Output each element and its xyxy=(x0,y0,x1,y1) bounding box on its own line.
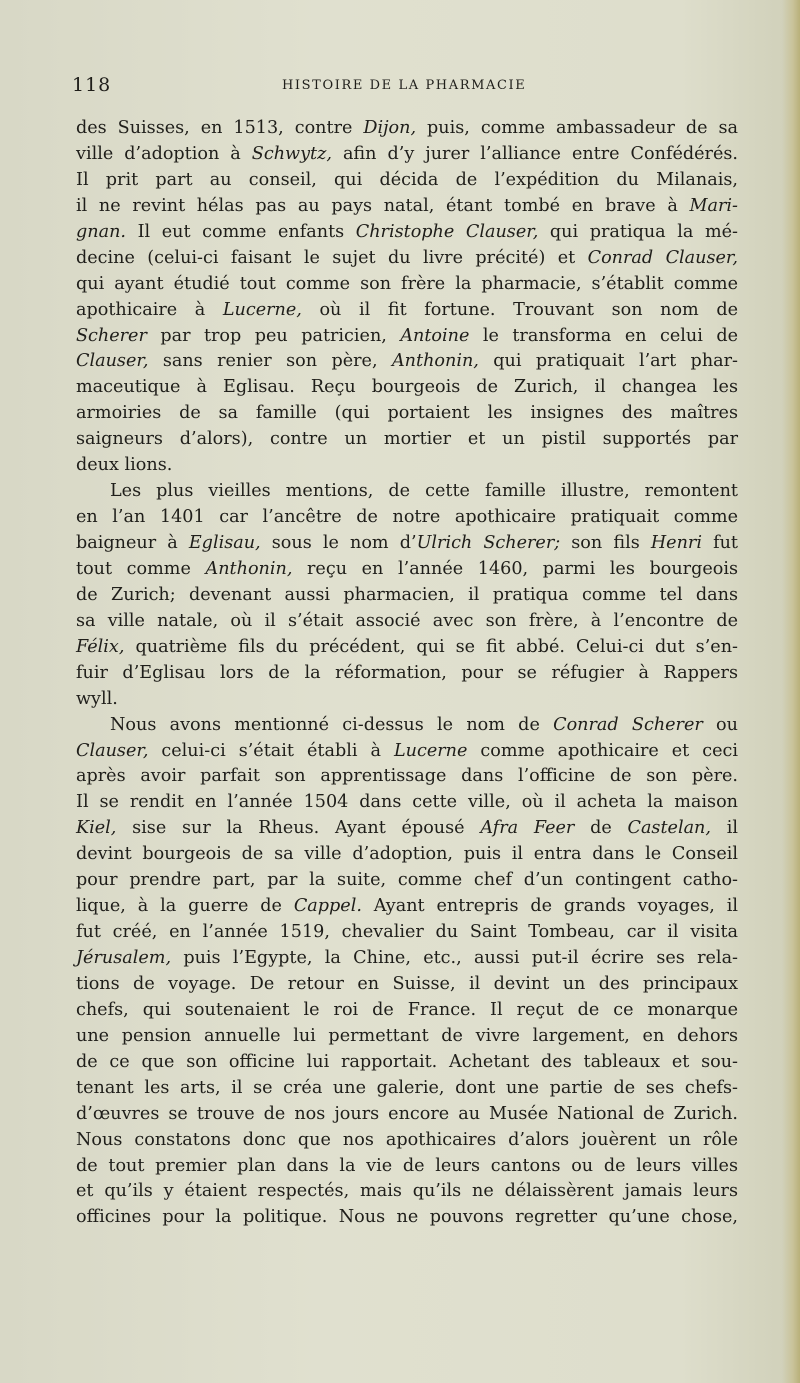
page-number: 118 xyxy=(72,74,112,96)
italic-name: Jérusalem, xyxy=(76,948,172,968)
text-line xyxy=(76,505,738,531)
text-segment: et qu’ils y étaient respectés, mais qu’ils ne délaissèrent jamais leurs xyxy=(76,1181,738,1202)
text-segment: en l’an 1401 car l’ancêtre de notre apothicaire pratiquait comme xyxy=(76,507,738,528)
text-line xyxy=(76,946,738,972)
text-line xyxy=(76,453,738,479)
text-segment: lique, à la guerre de xyxy=(76,896,294,917)
text-segment: le transforma en celui de xyxy=(469,325,738,346)
italic-name: Cappel. xyxy=(293,896,362,917)
text-line xyxy=(76,920,738,946)
text-segment: où il fit fortune. Trouvant son nom de xyxy=(301,299,738,320)
text-line xyxy=(76,842,738,868)
text-line xyxy=(76,427,738,453)
text-line xyxy=(76,764,738,790)
text-line xyxy=(76,739,738,765)
text-segment: sise sur la Rheus. Ayant épousé xyxy=(116,818,481,839)
text-line xyxy=(76,531,738,557)
text-segment: quatrième fils du précédent, qui se fit abbé. Celui-ci dut s’en- xyxy=(124,636,738,657)
text-line xyxy=(76,609,738,635)
text-segment: apothicaire à xyxy=(76,299,223,320)
text-segment: saigneurs d’alors), contre un mortier et un pistil supportés par xyxy=(76,429,738,450)
italic-name: Kiel, xyxy=(76,818,117,839)
text-segment: il xyxy=(711,818,738,839)
text-line xyxy=(76,816,738,842)
italic-name: Castelan, xyxy=(627,818,711,839)
italic-name: Lucerne xyxy=(393,740,468,761)
italic-name: Conrad Clauser, xyxy=(587,247,739,268)
italic-name: Conrad Scherer xyxy=(553,714,703,735)
text-segment: decine (celui-ci faisant le sujet du livre précité) et xyxy=(76,247,588,268)
text-segment: fuir d’Eglisau lors de la réformation, pour se réfugier à Rappers xyxy=(76,662,738,683)
text-segment: il ne revint hélas pas au pays natal, étant tombé en brave à xyxy=(76,195,690,216)
text-segment: de ce que son officine lui rapportait. Achetant des tableaux et sou- xyxy=(76,1051,738,1072)
text-segment: baigneur à xyxy=(76,533,189,553)
page-edge-shadow xyxy=(782,0,800,1383)
text-segment: Ayant entrepris de grands voyages, il xyxy=(361,896,738,917)
text-line xyxy=(76,687,738,713)
text-segment: deux lions. xyxy=(76,455,173,476)
text-segment: qui pratiquait l’art phar- xyxy=(478,351,738,372)
text-line xyxy=(76,324,738,350)
text-segment: fut créé, en l’année 1519, chevalier du Saint Tombeau, car il visita xyxy=(76,922,738,943)
body-text xyxy=(76,116,738,1231)
text-line xyxy=(76,272,738,298)
text-line xyxy=(76,246,738,272)
italic-name: Christophe Clauser, xyxy=(355,221,539,242)
italic-name: Anthonin, xyxy=(391,351,479,372)
text-segment: de tout premier plan dans la vie de leurs cantons ou de leurs villes xyxy=(76,1155,738,1176)
italic-name: Henri xyxy=(650,533,702,553)
page-header xyxy=(72,74,742,98)
text-segment: ou xyxy=(702,714,738,735)
text-line xyxy=(76,349,738,375)
text-line xyxy=(76,972,738,998)
text-segment: pour prendre part, par la suite, comme chef d’un contingent catho- xyxy=(76,870,738,891)
text-line xyxy=(76,298,738,324)
italic-name: Scherer xyxy=(76,325,147,346)
text-line xyxy=(76,168,738,194)
text-line xyxy=(76,1179,738,1205)
text-line xyxy=(76,142,738,168)
text-segment: une pension annuelle lui permettant de vivre largement, en dehors xyxy=(76,1025,738,1046)
text-segment: Il se rendit en l’année 1504 dans cette ville, où il acheta la maison xyxy=(76,792,738,813)
text-segment: wyll. xyxy=(76,688,118,709)
text-line xyxy=(76,194,738,220)
text-segment: ville d’adoption à xyxy=(76,143,252,164)
text-line xyxy=(76,1050,738,1076)
text-segment: comme apothicaire et ceci xyxy=(467,740,738,761)
italic-name: Schwytz, xyxy=(251,143,332,164)
text-segment: après avoir parfait son apprentissage dans l’officine de son père. xyxy=(76,766,738,787)
text-segment: reçu en l’année 1460, parmi les bourgeois xyxy=(292,558,738,579)
text-segment: celui-ci s’était établi à xyxy=(148,740,394,761)
italic-name: Ulrich Scherer; xyxy=(416,533,561,553)
text-line xyxy=(76,713,738,739)
text-segment: sous le nom d’ xyxy=(260,533,417,553)
text-segment: Nous constatons donc que nos apothicaires d’alors jouèrent un rôle xyxy=(76,1129,738,1150)
text-segment: tions de voyage. De retour en Suisse, il devint un des principaux xyxy=(76,973,738,994)
text-segment: Il eut comme enfants xyxy=(126,221,356,242)
text-segment: armoiries de sa famille (qui portaient les insignes des maîtres xyxy=(76,403,738,424)
italic-name: Lucerne, xyxy=(222,299,302,320)
text-segment: puis, comme ambassadeur de sa xyxy=(416,118,738,138)
text-segment: tenant les arts, il se créa une galerie, dont une partie de ses chefs- xyxy=(76,1077,738,1098)
text-line xyxy=(76,1102,738,1128)
text-line xyxy=(76,790,738,816)
text-segment: par trop peu patricien, xyxy=(146,325,401,346)
text-line xyxy=(76,583,738,609)
text-segment: tout comme xyxy=(76,558,206,579)
text-line xyxy=(76,1024,738,1050)
text-line xyxy=(76,894,738,920)
text-line xyxy=(76,479,738,505)
running-head: HISTOIRE DE LA PHARMACIE xyxy=(282,78,527,93)
italic-name: Antoine xyxy=(400,325,470,346)
text-segment: chefs, qui soutenaient le roi de France. Il reçut de ce monarque xyxy=(76,999,738,1020)
text-line xyxy=(76,116,738,142)
text-segment: puis l’Egypte, la Chine, etc., aussi put-il écrire ses rela- xyxy=(171,948,738,968)
italic-name: Dijon, xyxy=(363,118,417,138)
text-line xyxy=(76,1128,738,1154)
text-segment: de xyxy=(574,818,628,839)
text-line xyxy=(76,375,738,401)
italic-name: Clauser, xyxy=(76,351,149,372)
text-segment: Il prit part au conseil, qui décida de l’expédition du Milanais, xyxy=(76,169,738,190)
text-segment: maceutique à Eglisau. Reçu bourgeois de Zurich, il changea les xyxy=(76,377,738,398)
text-segment: devint bourgeois de sa ville d’adoption, puis il entra dans le Conseil xyxy=(76,844,738,865)
text-line xyxy=(76,557,738,583)
text-segment: officines pour la politique. Nous ne pouvons regretter qu’une chose, xyxy=(76,1207,738,1228)
italic-name: Eglisau, xyxy=(188,533,261,553)
italic-name: Afra Feer xyxy=(480,818,575,839)
italic-name: Mari- xyxy=(689,195,738,216)
text-segment: d’œuvres se trouve de nos jours encore au Musée National de Zurich. xyxy=(76,1103,738,1124)
text-segment: qui ayant étudié tout comme son frère la pharmacie, s’établit comme xyxy=(76,273,738,294)
text-line xyxy=(76,1076,738,1102)
italic-name: Anthonin, xyxy=(205,558,293,579)
text-line xyxy=(76,1205,738,1231)
text-segment: Les plus vieilles mentions, de cette famille illustre, remontent xyxy=(110,481,738,502)
text-line xyxy=(76,401,738,427)
text-segment: afin d’y jurer l’alliance entre Confédérés. xyxy=(331,143,738,164)
text-segment: sa ville natale, où il s’était associé avec son frère, à l’encontre de xyxy=(76,610,738,631)
text-segment: fut xyxy=(701,533,738,553)
italic-name: gnan. xyxy=(76,221,127,242)
text-line xyxy=(76,998,738,1024)
text-line xyxy=(76,1154,738,1180)
text-line xyxy=(76,220,738,246)
text-segment: de Zurich; devenant aussi pharmacien, il pratiqua comme tel dans xyxy=(76,584,738,605)
text-line xyxy=(76,661,738,687)
text-segment: Nous avons mentionné ci-dessus le nom de xyxy=(110,714,554,735)
text-line xyxy=(76,635,738,661)
text-segment: son fils xyxy=(560,533,651,553)
text-line xyxy=(76,868,738,894)
text-segment: qui pratiqua la mé- xyxy=(538,221,738,242)
italic-name: Clauser, xyxy=(76,740,149,761)
text-segment: des Suisses, en 1513, contre xyxy=(76,118,364,138)
italic-name: Félix, xyxy=(76,636,125,657)
text-segment: sans renier son père, xyxy=(148,351,392,372)
